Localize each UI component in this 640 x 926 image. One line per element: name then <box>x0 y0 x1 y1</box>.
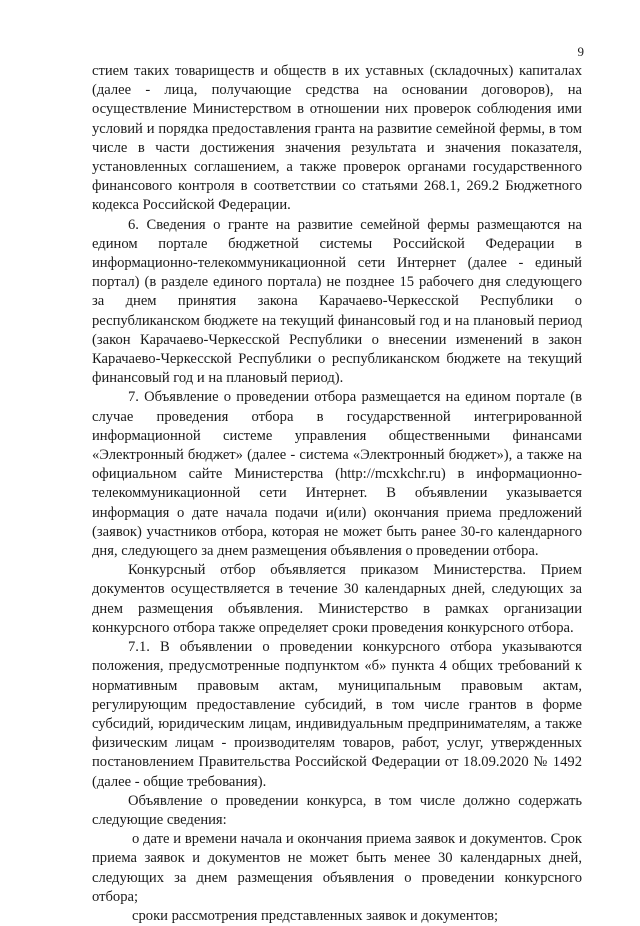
paragraph-dates-of-acceptance: о дате и времени начала и окончания приема заявок и документов. Срок приема заявок и документов не может быть менее 30 календарных дней, следующих за днем размещения объявления о проведении конкурсного отбора; <box>92 831 582 905</box>
page-number: 9 <box>577 44 584 59</box>
paragraph-review-terms: сроки рассмотрения представленных заявок и документов; <box>132 907 499 924</box>
paragraph-contest-announcement: Конкурсный отбор объявляется приказом Министерства. Прием документов осуществляется в течение 30 календарных дней, следующих за днем размещения объявления. Министерство в рамках организации конкурсного отбора также определяет сроки проведения конкурсного отбора. <box>92 562 582 636</box>
paragraph-item-7: 7. Объявление о проведении отбора размещается на едином портале (в случае проведения отбора в государственной интегрированной информационной системе управления общественными финансами «Электронный бюджет» (далее - система «Электронный бюджет»), а также на официальном сайте Министерства (http://mcxkchr.ru) в информационно-телекоммуникационной сети Интернет. В объявлении указывается информация о дате начала подачи и(или) окончания приема предложений (заявок) участников отбора, которая не может быть ранее 30-го календарного дня, следующего за днем размещения объявления о проведении отбора. <box>92 389 582 560</box>
paragraph-item-7-1: 7.1. В объявлении о проведении конкурсного отбора указываются положения, предусмотренные подпунктом «б» пункта 4 общих требований к нормативным правовым актам, муниципальным правовым актам, регулирующим предоставление субсидий, в том числе грантов в форме субсидий, юридическим лицам, индивидуальным предпринимателям, а также физическим лицам - производителям товаров, работ, услуг, утвержденных постановлением Правительства Российской Федерации от 18.09.2020 № 1492 (далее - общие требования). <box>92 639 582 790</box>
paragraph-item-6: 6. Сведения о гранте на развитие семейной фермы размещаются на едином портале бюджетной системы Российской Федерации в информационно-телекоммуникационной сети Интернет (далее - единый портал) (в разделе единого портала) не позднее 15 рабочего дня следующего за днем принятия закона Карачаево-Черкесской Республики о республиканском бюджете на текущий финансовый год и на плановый период (закон Карачаево-Черкесской Республики о внесении изменений в закон Карачаево-Черкесской Республики о республиканском бюджете на текущий финансовый год и на плановый период). <box>92 216 582 387</box>
paragraph-announcement-contents: Объявление о проведении конкурса, в том числе должно содержать следующие сведения: <box>92 792 582 828</box>
paragraph-continuation: стием таких товариществ и обществ в их уставных (складочных) капиталах (далее - лица, получающие средства на основании договоров), на осуществление Министерством в отношении них проверок соблюдения ими условий и порядка предоставления гранта на развитие семейной фермы, в том числе в части достижения значения результата и значения показателя, установленных соглашением, а также проверок органами государственного финансового контроля в соответствии со статьями 268.1, 269.2 Бюджетного кодекса Российской Федерации. <box>92 63 582 214</box>
